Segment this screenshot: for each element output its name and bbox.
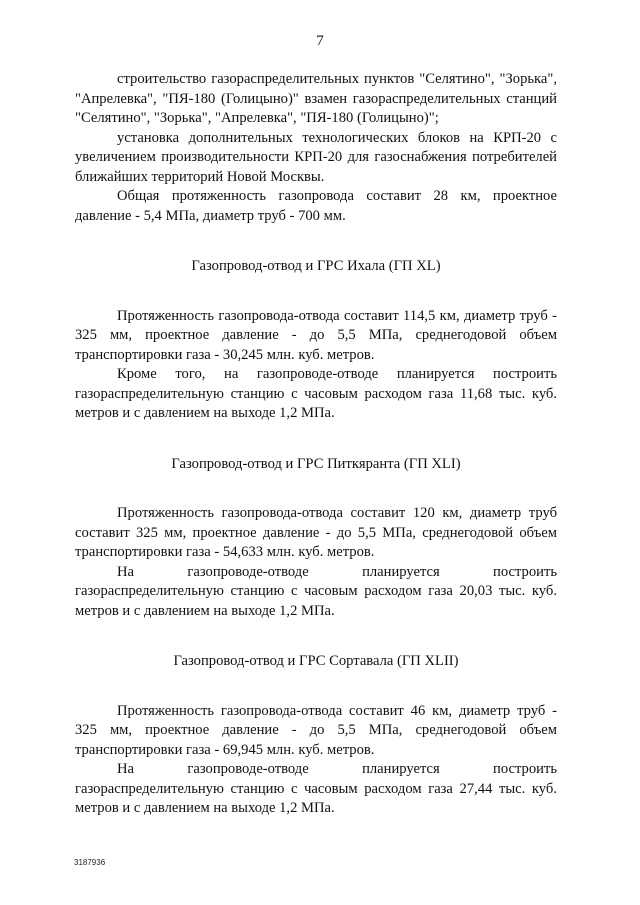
intro-paragraph-1: строительство газораспределительных пунктов "Селятино", "Зорька", "Апрелевка", "ПЯ-180 (Голицыно)" взамен газораспределительных станций "Селятино", "Зорька", "Апрелевка", "ПЯ-180 (Голицыно)"; (75, 71, 557, 126)
page-number: 7 (316, 33, 324, 49)
section-pitkyaranta-paragraph-2: На газопроводе-отводе планируется построить газораспределительную станцию с часовым расходом газа 20,03 тыс. куб. метров и с давлением на выходе 1,2 МПа. (75, 563, 557, 619)
section-heading-pitkyaranta: Газопровод-отвод и ГРС Питкяранта (ГП XLI) (171, 455, 461, 472)
section-pitkyaranta-paragraph-1: Протяженность газопровода-отвода составит 120 км, диаметр труб составит 325 мм, проектное давление - до 5,5 МПа, среднегодовой объем транспортировки газа - 54,633 млн. куб. метров. (75, 505, 557, 560)
section-heading-sortavala: Газопровод-отвод и ГРС Сортавала (ГП XLII) (173, 653, 459, 669)
section-sortavala-paragraph-2: На газопроводе-отводе планируется построить газораспределительную станцию с часовым расходом газа 27,44 тыс. куб. метров и с давлением на выходе 1,2 МПа. (75, 761, 557, 816)
section-sortavala-paragraph-1: Протяженность газопровода-отвода составит 46 км, диаметр труб - 325 мм, проектное давление - до 5,5 МПа, среднегодовой объем транспортировки газа - 69,945 млн. куб. метров. (75, 702, 557, 758)
intro-paragraph-3: Общая протяженность газопровода составит 28 км, проектное давление - 5,4 МПа, диаметр труб - 700 мм. (75, 188, 557, 224)
document-body (75, 70, 557, 819)
section-ihala-paragraph-1: Протяженность газопровода-отвода составит 114,5 км, диаметр труб - 325 мм, проектное давление - до 5,5 МПа, среднегодовой объем транспортировки газа - 30,245 млн. куб. метров. (75, 307, 557, 363)
document-code: 3187936 (74, 858, 106, 867)
intro-paragraph-2: установка дополнительных технологических блоков на КРП-20 с увеличением производительности КРП-20 для газоснабжения потребителей ближайших территорий Новой Москвы. (75, 129, 557, 185)
section-ihala-paragraph-2: Кроме того, на газопроводе-отводе планируется построить газораспределительную станцию с часовым расходом газа 11,68 тыс. куб. метров и с давлением на выходе 1,2 МПа. (75, 366, 557, 421)
section-heading-ihala: Газопровод-отвод и ГРС Ихала (ГП XL) (191, 258, 441, 274)
